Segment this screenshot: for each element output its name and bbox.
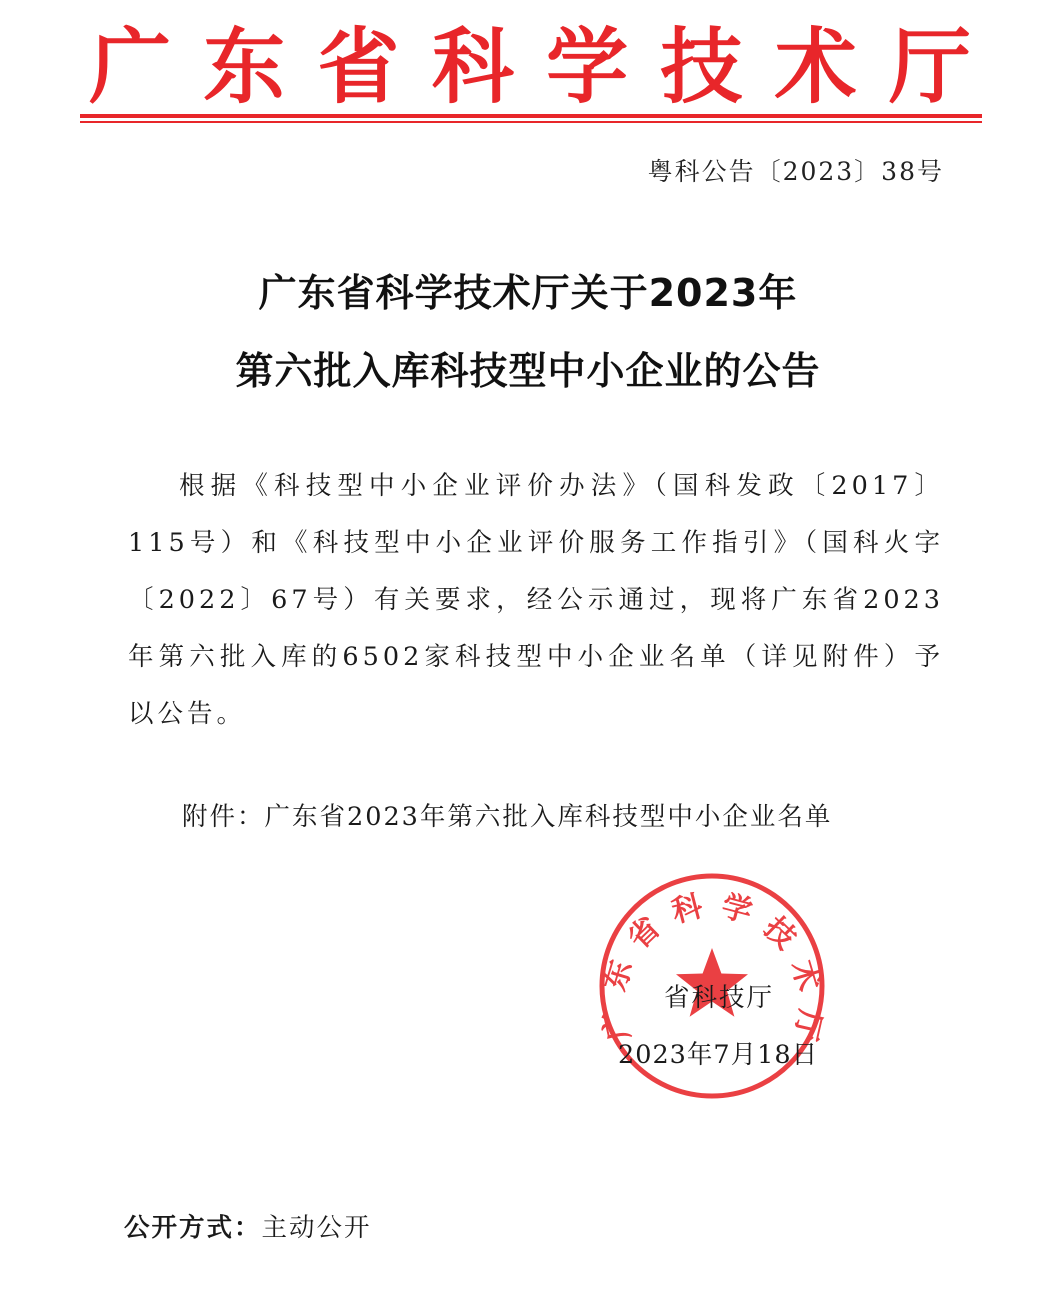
disclosure-value: 主动公开 [261, 1213, 372, 1243]
letterhead-char: 科 [431, 19, 514, 115]
letterhead-char: 广 [88, 19, 171, 115]
signature-date: 2023年7月18日 [618, 1040, 819, 1070]
letterhead-char: 学 [546, 19, 629, 115]
signature-org: 省科技厅 [664, 983, 775, 1013]
letterhead-char: 术 [774, 19, 857, 115]
letterhead-char: 东 [203, 19, 286, 115]
letterhead-char: 厅 [888, 19, 971, 115]
letterhead-rule-thick [80, 114, 982, 118]
svg-text:广 东 省 科 学 技 术 厅: 广 东 省 科 学 技 术 厅 [596, 888, 828, 1044]
body-paragraph: 根据《科技型中小企业评价办法》（国科发政〔2017〕115号）和《科技型中小企业评价服务工作指引》（国科火字〔2022〕67号）有关要求，经公示通过，现将广东省2023年第六批入库的6502家科技型中小企业名单（详见附件）予以公告。 [128, 471, 944, 729]
letterhead-rule-thin [80, 121, 982, 123]
document-number: 粤科公告〔2023〕38号 [647, 157, 944, 186]
letterhead [80, 12, 980, 115]
attachment-line: 附件：广东省2023年第六批入库科技型中小企业名单 [182, 802, 833, 832]
letterhead-char: 省 [317, 19, 400, 115]
letterhead-char: 技 [660, 19, 743, 115]
title-line-2: 第六批入库科技型中小企业的公告 [235, 349, 821, 393]
disclosure-label: 公开方式： [124, 1213, 262, 1243]
disclosure-line [124, 1208, 372, 1244]
title-line-1: 广东省科学技术厅关于2023年 [258, 271, 798, 315]
